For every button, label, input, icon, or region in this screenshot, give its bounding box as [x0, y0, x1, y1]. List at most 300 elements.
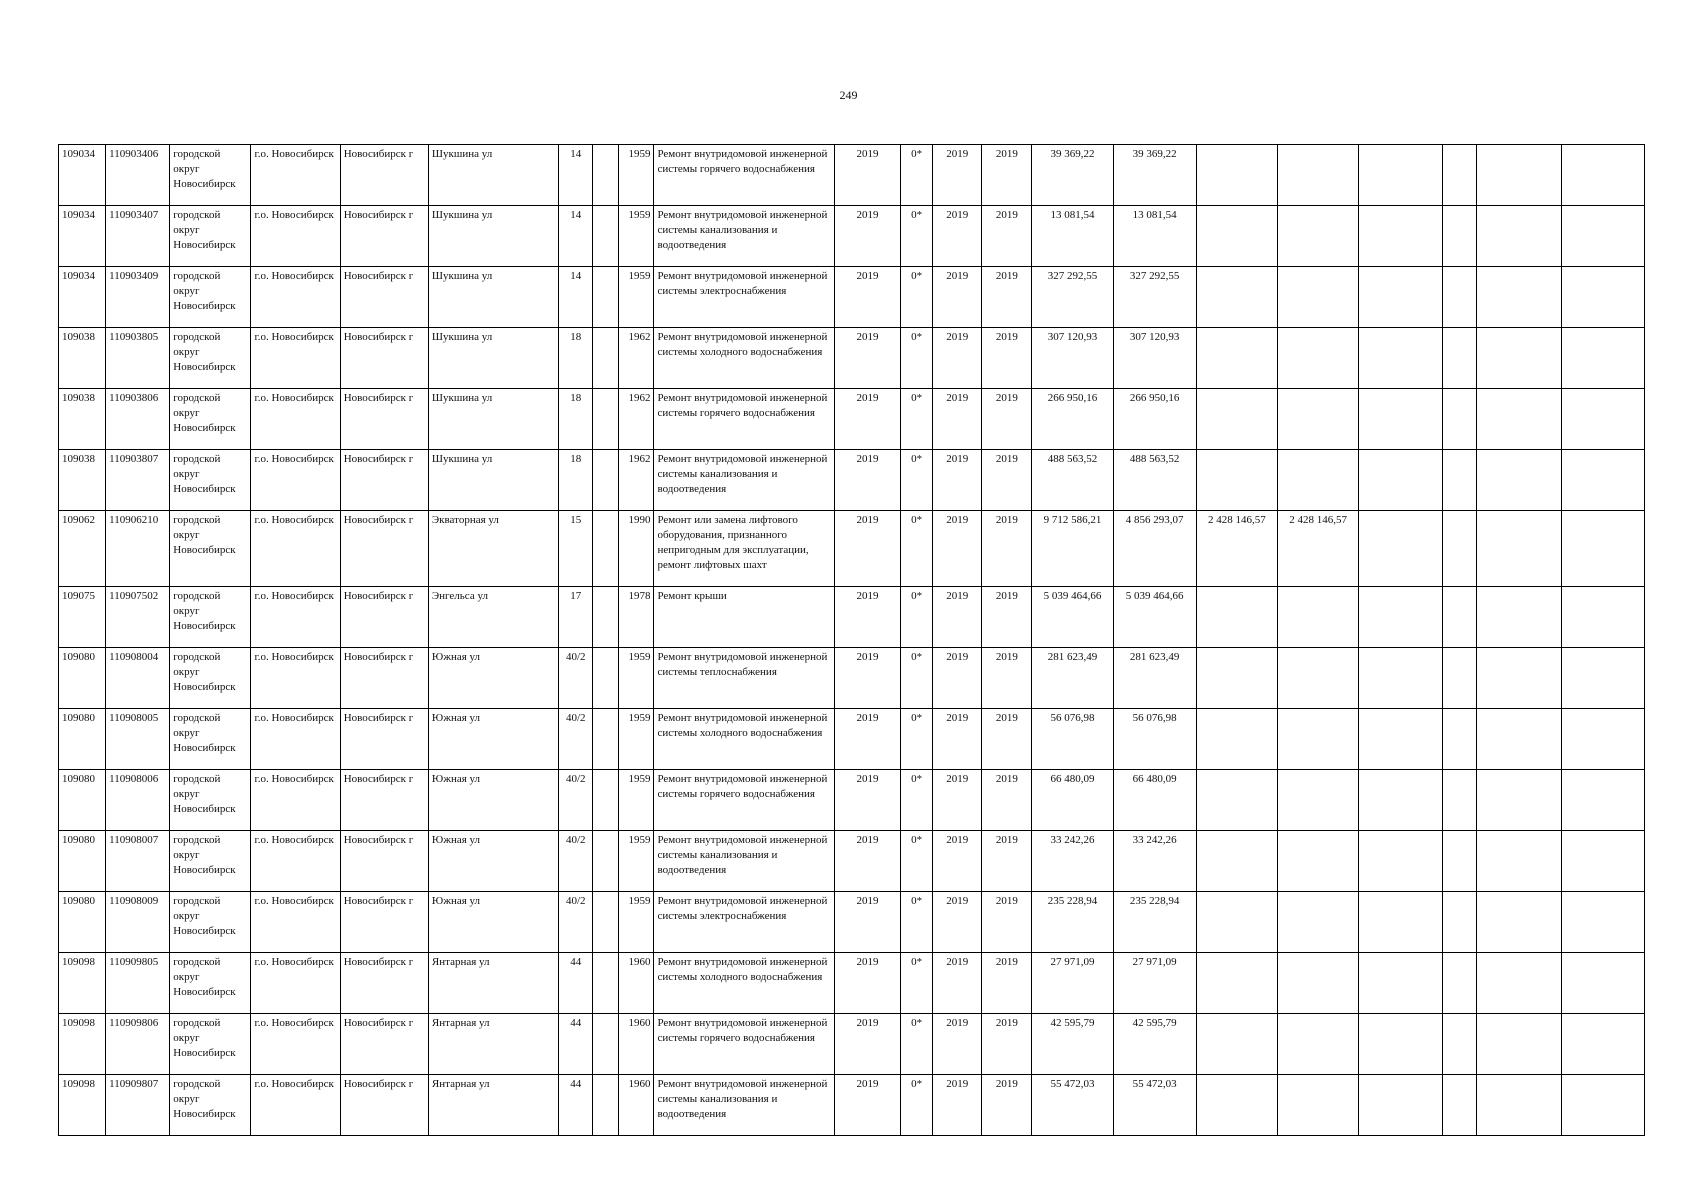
- cell-id: 109034: [59, 145, 106, 206]
- cell-amount-4: [1359, 1014, 1443, 1075]
- cell-year-built: 1959: [619, 709, 654, 770]
- cell-municipality: городской округ Новосибирск: [170, 770, 251, 831]
- cell-flag: 0*: [901, 770, 933, 831]
- cell-amount-2: 2 428 146,57: [1196, 511, 1277, 587]
- cell-amount-4: [1359, 648, 1443, 709]
- cell-house: 40/2: [559, 648, 593, 709]
- cell-house: 17: [559, 587, 593, 648]
- cell-year-to: 2019: [982, 587, 1032, 648]
- cell-flag: 0*: [901, 1014, 933, 1075]
- table-row: [59, 709, 1645, 770]
- cell-amount-1: 39 369,22: [1113, 145, 1196, 206]
- cell-amount-5: [1443, 892, 1477, 953]
- cell-amount-6: [1477, 831, 1561, 892]
- cell-plan-year: 2019: [834, 450, 900, 511]
- cell-block: [593, 648, 619, 709]
- cell-block: [593, 450, 619, 511]
- cell-work-type: Ремонт внутридомовой инженерной системы горячего водоснабжения: [654, 145, 834, 206]
- cell-amount-5: [1443, 709, 1477, 770]
- cell-district: г.о. Новосибирск: [251, 892, 340, 953]
- cell-district: г.о. Новосибирск: [251, 450, 340, 511]
- cell-amount-2: [1196, 267, 1277, 328]
- cell-amount-1: 235 228,94: [1113, 892, 1196, 953]
- cell-id: 109098: [59, 1075, 106, 1136]
- cell-amount-3: [1277, 450, 1358, 511]
- cell-year-built: 1978: [619, 587, 654, 648]
- cell-block: [593, 587, 619, 648]
- cell-amount-5: [1443, 1014, 1477, 1075]
- cell-amount-7: [1561, 1075, 1644, 1136]
- cell-work-type: Ремонт внутридомовой инженерной системы холодного водоснабжения: [654, 328, 834, 389]
- cell-year-to: 2019: [982, 145, 1032, 206]
- cell-street: Южная ул: [428, 770, 558, 831]
- cell-house: 44: [559, 953, 593, 1014]
- cell-code: 110907502: [106, 587, 170, 648]
- cell-municipality: городской округ Новосибирск: [170, 511, 251, 587]
- cell-total-cost: 9 712 586,21: [1032, 511, 1113, 587]
- cell-amount-5: [1443, 831, 1477, 892]
- cell-city: Новосибирск г: [340, 206, 428, 267]
- cell-house: 44: [559, 1014, 593, 1075]
- cell-plan-year: 2019: [834, 1014, 900, 1075]
- cell-amount-4: [1359, 145, 1443, 206]
- cell-amount-6: [1477, 267, 1561, 328]
- cell-plan-year: 2019: [834, 709, 900, 770]
- cell-flag: 0*: [901, 267, 933, 328]
- cell-amount-1: 27 971,09: [1113, 953, 1196, 1014]
- cell-id: 109080: [59, 648, 106, 709]
- cell-municipality: городской округ Новосибирск: [170, 389, 251, 450]
- cell-district: г.о. Новосибирск: [251, 206, 340, 267]
- cell-work-type: Ремонт внутридомовой инженерной системы электроснабжения: [654, 892, 834, 953]
- cell-street: Янтарная ул: [428, 1014, 558, 1075]
- cell-municipality: городской округ Новосибирск: [170, 328, 251, 389]
- cell-district: г.о. Новосибирск: [251, 1075, 340, 1136]
- cell-year-to: 2019: [982, 450, 1032, 511]
- cell-street: Экваторная ул: [428, 511, 558, 587]
- cell-amount-3: [1277, 1014, 1358, 1075]
- cell-year-from: 2019: [933, 328, 982, 389]
- cell-amount-7: [1561, 892, 1644, 953]
- cell-plan-year: 2019: [834, 587, 900, 648]
- cell-id: 109034: [59, 206, 106, 267]
- cell-amount-1: 5 039 464,66: [1113, 587, 1196, 648]
- cell-amount-4: [1359, 770, 1443, 831]
- cell-work-type: Ремонт внутридомовой инженерной системы горячего водоснабжения: [654, 1014, 834, 1075]
- cell-work-type: Ремонт внутридомовой инженерной системы канализования и водоотведения: [654, 831, 834, 892]
- cell-district: г.о. Новосибирск: [251, 389, 340, 450]
- cell-amount-7: [1561, 389, 1644, 450]
- cell-amount-3: [1277, 770, 1358, 831]
- cell-work-type: Ремонт внутридомовой инженерной системы канализования и водоотведения: [654, 1075, 834, 1136]
- cell-street: Южная ул: [428, 831, 558, 892]
- cell-year-from: 2019: [933, 389, 982, 450]
- cell-flag: 0*: [901, 587, 933, 648]
- cell-house: 14: [559, 267, 593, 328]
- cell-code: 110903407: [106, 206, 170, 267]
- cell-year-to: 2019: [982, 831, 1032, 892]
- cell-amount-2: [1196, 953, 1277, 1014]
- cell-year-built: 1962: [619, 450, 654, 511]
- cell-municipality: городской округ Новосибирск: [170, 145, 251, 206]
- cell-plan-year: 2019: [834, 1075, 900, 1136]
- cell-municipality: городской округ Новосибирск: [170, 206, 251, 267]
- cell-amount-6: [1477, 389, 1561, 450]
- cell-house: 18: [559, 328, 593, 389]
- table-row: [59, 145, 1645, 206]
- cell-id: 109098: [59, 953, 106, 1014]
- cell-year-from: 2019: [933, 267, 982, 328]
- cell-total-cost: 5 039 464,66: [1032, 587, 1113, 648]
- cell-code: 110909806: [106, 1014, 170, 1075]
- cell-amount-7: [1561, 1014, 1644, 1075]
- cell-amount-5: [1443, 648, 1477, 709]
- cell-flag: 0*: [901, 389, 933, 450]
- cell-street: Энгельса ул: [428, 587, 558, 648]
- cell-block: [593, 709, 619, 770]
- cell-id: 109080: [59, 770, 106, 831]
- cell-flag: 0*: [901, 831, 933, 892]
- cell-amount-3: [1277, 389, 1358, 450]
- cell-amount-6: [1477, 587, 1561, 648]
- cell-amount-6: [1477, 511, 1561, 587]
- cell-code: 110903806: [106, 389, 170, 450]
- cell-plan-year: 2019: [834, 770, 900, 831]
- cell-code: 110909805: [106, 953, 170, 1014]
- cell-amount-6: [1477, 709, 1561, 770]
- cell-amount-5: [1443, 267, 1477, 328]
- table-row: [59, 450, 1645, 511]
- cell-city: Новосибирск г: [340, 1075, 428, 1136]
- cell-work-type: Ремонт крыши: [654, 587, 834, 648]
- cell-district: г.о. Новосибирск: [251, 328, 340, 389]
- cell-amount-4: [1359, 892, 1443, 953]
- cell-year-to: 2019: [982, 770, 1032, 831]
- cell-block: [593, 145, 619, 206]
- cell-id: 109034: [59, 267, 106, 328]
- cell-code: 110908007: [106, 831, 170, 892]
- page-number: 249: [839, 88, 858, 102]
- cell-street: Шукшина ул: [428, 206, 558, 267]
- cell-amount-3: [1277, 1075, 1358, 1136]
- cell-total-cost: 488 563,52: [1032, 450, 1113, 511]
- cell-plan-year: 2019: [834, 648, 900, 709]
- cell-amount-7: [1561, 770, 1644, 831]
- register-body: [59, 145, 1645, 1136]
- cell-block: [593, 1075, 619, 1136]
- cell-amount-7: [1561, 648, 1644, 709]
- cell-block: [593, 328, 619, 389]
- cell-code: 110906210: [106, 511, 170, 587]
- cell-amount-7: [1561, 709, 1644, 770]
- cell-code: 110908005: [106, 709, 170, 770]
- cell-work-type: Ремонт внутридомовой инженерной системы теплоснабжения: [654, 648, 834, 709]
- table-row: [59, 892, 1645, 953]
- cell-amount-2: [1196, 1075, 1277, 1136]
- cell-district: г.о. Новосибирск: [251, 831, 340, 892]
- cell-street: Южная ул: [428, 709, 558, 770]
- cell-district: г.о. Новосибирск: [251, 267, 340, 328]
- cell-block: [593, 511, 619, 587]
- cell-block: [593, 1014, 619, 1075]
- cell-amount-6: [1477, 953, 1561, 1014]
- cell-total-cost: 39 369,22: [1032, 145, 1113, 206]
- cell-amount-6: [1477, 648, 1561, 709]
- cell-amount-1: 42 595,79: [1113, 1014, 1196, 1075]
- cell-plan-year: 2019: [834, 328, 900, 389]
- cell-municipality: городской округ Новосибирск: [170, 1014, 251, 1075]
- table-row: [59, 770, 1645, 831]
- cell-amount-4: [1359, 831, 1443, 892]
- cell-amount-5: [1443, 328, 1477, 389]
- cell-year-to: 2019: [982, 511, 1032, 587]
- cell-city: Новосибирск г: [340, 831, 428, 892]
- cell-code: 110903406: [106, 145, 170, 206]
- cell-amount-2: [1196, 709, 1277, 770]
- cell-year-from: 2019: [933, 145, 982, 206]
- cell-work-type: Ремонт внутридомовой инженерной системы горячего водоснабжения: [654, 389, 834, 450]
- cell-city: Новосибирск г: [340, 328, 428, 389]
- cell-flag: 0*: [901, 709, 933, 770]
- cell-flag: 0*: [901, 892, 933, 953]
- cell-flag: 0*: [901, 953, 933, 1014]
- cell-amount-3: [1277, 145, 1358, 206]
- cell-amount-3: [1277, 267, 1358, 328]
- cell-amount-2: [1196, 389, 1277, 450]
- cell-year-built: 1959: [619, 892, 654, 953]
- cell-city: Новосибирск г: [340, 953, 428, 1014]
- cell-municipality: городской округ Новосибирск: [170, 709, 251, 770]
- cell-work-type: Ремонт внутридомовой инженерной системы холодного водоснабжения: [654, 953, 834, 1014]
- cell-id: 109038: [59, 328, 106, 389]
- cell-street: Шукшина ул: [428, 389, 558, 450]
- cell-flag: 0*: [901, 450, 933, 511]
- cell-block: [593, 831, 619, 892]
- cell-amount-3: [1277, 892, 1358, 953]
- cell-city: Новосибирск г: [340, 587, 428, 648]
- cell-year-to: 2019: [982, 206, 1032, 267]
- cell-amount-5: [1443, 206, 1477, 267]
- table-row: [59, 648, 1645, 709]
- cell-amount-6: [1477, 450, 1561, 511]
- cell-amount-1: 488 563,52: [1113, 450, 1196, 511]
- cell-year-from: 2019: [933, 709, 982, 770]
- cell-work-type: Ремонт внутридомовой инженерной системы горячего водоснабжения: [654, 770, 834, 831]
- table-row: [59, 1075, 1645, 1136]
- cell-street: Шукшина ул: [428, 328, 558, 389]
- cell-district: г.о. Новосибирск: [251, 587, 340, 648]
- cell-amount-4: [1359, 389, 1443, 450]
- cell-flag: 0*: [901, 328, 933, 389]
- cell-street: Южная ул: [428, 892, 558, 953]
- cell-amount-1: 13 081,54: [1113, 206, 1196, 267]
- cell-amount-5: [1443, 1075, 1477, 1136]
- cell-year-from: 2019: [933, 892, 982, 953]
- cell-year-built: 1962: [619, 389, 654, 450]
- cell-city: Новосибирск г: [340, 511, 428, 587]
- cell-amount-7: [1561, 953, 1644, 1014]
- cell-house: 40/2: [559, 831, 593, 892]
- cell-amount-4: [1359, 450, 1443, 511]
- cell-year-from: 2019: [933, 1075, 982, 1136]
- cell-id: 109080: [59, 892, 106, 953]
- cell-street: Шукшина ул: [428, 145, 558, 206]
- cell-city: Новосибирск г: [340, 267, 428, 328]
- cell-amount-2: [1196, 206, 1277, 267]
- cell-year-built: 1959: [619, 206, 654, 267]
- cell-amount-2: [1196, 145, 1277, 206]
- cell-total-cost: 266 950,16: [1032, 389, 1113, 450]
- table-row: [59, 267, 1645, 328]
- cell-work-type: Ремонт внутридомовой инженерной системы холодного водоснабжения: [654, 709, 834, 770]
- cell-amount-1: 327 292,55: [1113, 267, 1196, 328]
- cell-street: Шукшина ул: [428, 267, 558, 328]
- cell-amount-1: 33 242,26: [1113, 831, 1196, 892]
- cell-municipality: городской округ Новосибирск: [170, 831, 251, 892]
- cell-house: 15: [559, 511, 593, 587]
- cell-amount-1: 281 623,49: [1113, 648, 1196, 709]
- cell-total-cost: 13 081,54: [1032, 206, 1113, 267]
- cell-amount-5: [1443, 770, 1477, 831]
- table-row: [59, 389, 1645, 450]
- cell-year-to: 2019: [982, 648, 1032, 709]
- cell-amount-4: [1359, 206, 1443, 267]
- cell-year-to: 2019: [982, 953, 1032, 1014]
- cell-district: г.о. Новосибирск: [251, 953, 340, 1014]
- cell-id: 109075: [59, 587, 106, 648]
- cell-municipality: городской округ Новосибирск: [170, 267, 251, 328]
- cell-total-cost: 42 595,79: [1032, 1014, 1113, 1075]
- cell-amount-4: [1359, 328, 1443, 389]
- cell-street: Шукшина ул: [428, 450, 558, 511]
- cell-amount-7: [1561, 831, 1644, 892]
- cell-amount-3: [1277, 709, 1358, 770]
- cell-amount-3: [1277, 648, 1358, 709]
- cell-year-built: 1962: [619, 328, 654, 389]
- cell-amount-6: [1477, 206, 1561, 267]
- cell-year-built: 1960: [619, 1014, 654, 1075]
- cell-house: 44: [559, 1075, 593, 1136]
- cell-amount-5: [1443, 587, 1477, 648]
- cell-block: [593, 953, 619, 1014]
- cell-amount-5: [1443, 511, 1477, 587]
- cell-year-built: 1990: [619, 511, 654, 587]
- cell-total-cost: 27 971,09: [1032, 953, 1113, 1014]
- cell-id: 109080: [59, 709, 106, 770]
- table-row: [59, 511, 1645, 587]
- cell-code: 110909807: [106, 1075, 170, 1136]
- cell-work-type: Ремонт или замена лифтового оборудования, признанного непригодным для эксплуатации, ремонт лифтовых шахт: [654, 511, 834, 587]
- cell-total-cost: 327 292,55: [1032, 267, 1113, 328]
- cell-city: Новосибирск г: [340, 145, 428, 206]
- cell-city: Новосибирск г: [340, 389, 428, 450]
- cell-year-to: 2019: [982, 267, 1032, 328]
- cell-plan-year: 2019: [834, 267, 900, 328]
- cell-amount-5: [1443, 450, 1477, 511]
- cell-plan-year: 2019: [834, 511, 900, 587]
- cell-year-from: 2019: [933, 450, 982, 511]
- cell-amount-3: [1277, 831, 1358, 892]
- cell-amount-6: [1477, 770, 1561, 831]
- cell-amount-1: 56 076,98: [1113, 709, 1196, 770]
- repair-register-table: [58, 144, 1645, 1136]
- cell-amount-6: [1477, 145, 1561, 206]
- cell-amount-6: [1477, 1014, 1561, 1075]
- table-row: [59, 206, 1645, 267]
- cell-year-from: 2019: [933, 953, 982, 1014]
- cell-amount-7: [1561, 450, 1644, 511]
- cell-code: 110903805: [106, 328, 170, 389]
- cell-year-built: 1959: [619, 145, 654, 206]
- table-row: [59, 328, 1645, 389]
- cell-amount-2: [1196, 648, 1277, 709]
- cell-year-to: 2019: [982, 709, 1032, 770]
- cell-street: Янтарная ул: [428, 953, 558, 1014]
- cell-district: г.о. Новосибирск: [251, 1014, 340, 1075]
- cell-id: 109038: [59, 389, 106, 450]
- cell-flag: 0*: [901, 206, 933, 267]
- cell-house: 40/2: [559, 892, 593, 953]
- table-row: [59, 831, 1645, 892]
- cell-amount-4: [1359, 709, 1443, 770]
- cell-house: 18: [559, 450, 593, 511]
- cell-year-from: 2019: [933, 770, 982, 831]
- cell-amount-7: [1561, 145, 1644, 206]
- cell-work-type: Ремонт внутридомовой инженерной системы канализования и водоотведения: [654, 450, 834, 511]
- cell-plan-year: 2019: [834, 831, 900, 892]
- cell-house: 14: [559, 206, 593, 267]
- cell-year-from: 2019: [933, 831, 982, 892]
- cell-amount-7: [1561, 267, 1644, 328]
- cell-code: 110903807: [106, 450, 170, 511]
- cell-amount-1: 4 856 293,07: [1113, 511, 1196, 587]
- cell-amount-5: [1443, 145, 1477, 206]
- cell-amount-2: [1196, 770, 1277, 831]
- cell-amount-2: [1196, 892, 1277, 953]
- cell-plan-year: 2019: [834, 892, 900, 953]
- cell-plan-year: 2019: [834, 145, 900, 206]
- cell-code: 110903409: [106, 267, 170, 328]
- cell-district: г.о. Новосибирск: [251, 511, 340, 587]
- cell-amount-2: [1196, 328, 1277, 389]
- cell-amount-4: [1359, 267, 1443, 328]
- cell-id: 109098: [59, 1014, 106, 1075]
- table-row: [59, 953, 1645, 1014]
- cell-year-built: 1959: [619, 770, 654, 831]
- cell-amount-4: [1359, 511, 1443, 587]
- cell-amount-3: [1277, 206, 1358, 267]
- cell-plan-year: 2019: [834, 953, 900, 1014]
- cell-amount-6: [1477, 328, 1561, 389]
- cell-block: [593, 389, 619, 450]
- cell-work-type: Ремонт внутридомовой инженерной системы электроснабжения: [654, 267, 834, 328]
- cell-year-from: 2019: [933, 587, 982, 648]
- cell-municipality: городской округ Новосибирск: [170, 587, 251, 648]
- table-row: [59, 1014, 1645, 1075]
- cell-block: [593, 206, 619, 267]
- cell-amount-5: [1443, 389, 1477, 450]
- cell-amount-2: [1196, 450, 1277, 511]
- cell-amount-3: [1277, 328, 1358, 389]
- cell-id: 109062: [59, 511, 106, 587]
- cell-municipality: городской округ Новосибирск: [170, 892, 251, 953]
- cell-total-cost: 307 120,93: [1032, 328, 1113, 389]
- cell-code: 110908004: [106, 648, 170, 709]
- cell-year-to: 2019: [982, 389, 1032, 450]
- cell-amount-4: [1359, 953, 1443, 1014]
- cell-city: Новосибирск г: [340, 648, 428, 709]
- cell-year-from: 2019: [933, 511, 982, 587]
